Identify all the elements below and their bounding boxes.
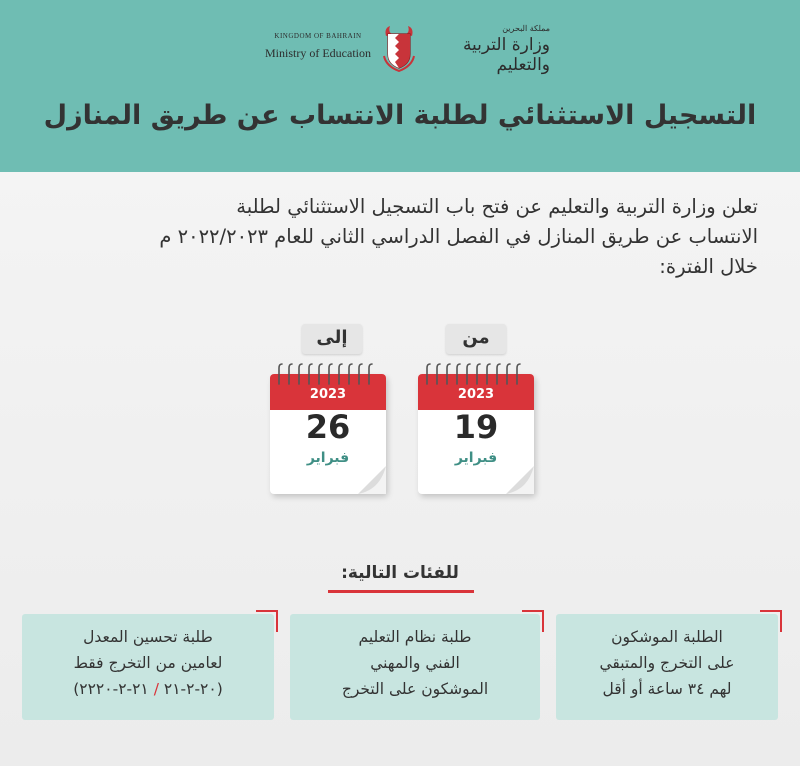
bahrain-emblem-icon [382, 20, 416, 72]
card-accent [780, 610, 782, 632]
to-label: إلى [302, 324, 362, 354]
card-line: طلبة تحسين المعدل [83, 628, 213, 646]
category-card [22, 614, 274, 720]
category-card [556, 614, 778, 720]
kingdom-en: KINGDOM OF BAHRAIN [274, 32, 362, 40]
page-title: التسجيل الاستثنائي لطلبة الانتساب عن طريق المنازل [43, 100, 757, 131]
ministry-logo [0, 14, 800, 84]
logo-english [258, 32, 378, 61]
years-range: (٢٠-٢-٢١ [163, 680, 223, 698]
calendar-to [270, 362, 386, 494]
kingdom-ar: مملكة البحرين [502, 24, 550, 33]
calendar-month: فبراير [306, 450, 350, 466]
from-label: من [446, 324, 506, 354]
ministry-en: Ministry of Education [265, 46, 371, 60]
card-line: لهم ٣٤ ساعة أو أقل [602, 680, 732, 698]
card-accent [760, 610, 782, 612]
intro-line: خلال الفترة: [659, 255, 758, 278]
card-line: طلبة نظام التعليم [358, 628, 472, 646]
card-accent [276, 610, 278, 632]
card-accent [522, 610, 544, 612]
logo-arabic [420, 24, 550, 75]
calendar-rings-icon [270, 362, 386, 386]
card-line: الموشكون على التخرج [341, 680, 489, 698]
calendar-from [418, 362, 534, 494]
card-accent [542, 610, 544, 632]
card-years [22, 676, 274, 702]
page-curl-icon [506, 466, 534, 494]
intro-line: تعلن وزارة التربية والتعليم عن فتح باب التسجيل الاستثنائي لطلبة [236, 195, 758, 218]
header-banner [0, 0, 800, 172]
calendar-day: 19 [453, 408, 499, 446]
card-line: على التخرج والمتبقي [599, 654, 735, 672]
card-line: الطلبة الموشكون [611, 628, 723, 646]
calendar-rings-icon [418, 362, 534, 386]
card-line: الفني والمهني [370, 654, 460, 672]
categories-heading: للفئات التالية: [341, 563, 459, 583]
calendar-year: 2023 [457, 387, 495, 402]
calendar-year: 2023 [309, 387, 347, 402]
category-card [290, 614, 540, 720]
calendar-day: 26 [305, 408, 351, 446]
card-line: لعامين من التخرج فقط [73, 654, 223, 672]
years-separator: / [153, 680, 159, 698]
heading-underline [328, 590, 474, 593]
years-range: ٢١-٢-٢٢٢٠) [73, 680, 149, 698]
card-accent [256, 610, 278, 612]
calendar-month: فبراير [454, 450, 498, 466]
intro-line: الانتساب عن طريق المنازل في الفصل الدراسي الثاني للعام ٢٠٢٢/٢٠٢٣ م [159, 225, 758, 248]
ministry-ar: وزارة التربية والتعليم [462, 35, 550, 75]
page-curl-icon [358, 466, 386, 494]
intro-text [40, 192, 758, 282]
